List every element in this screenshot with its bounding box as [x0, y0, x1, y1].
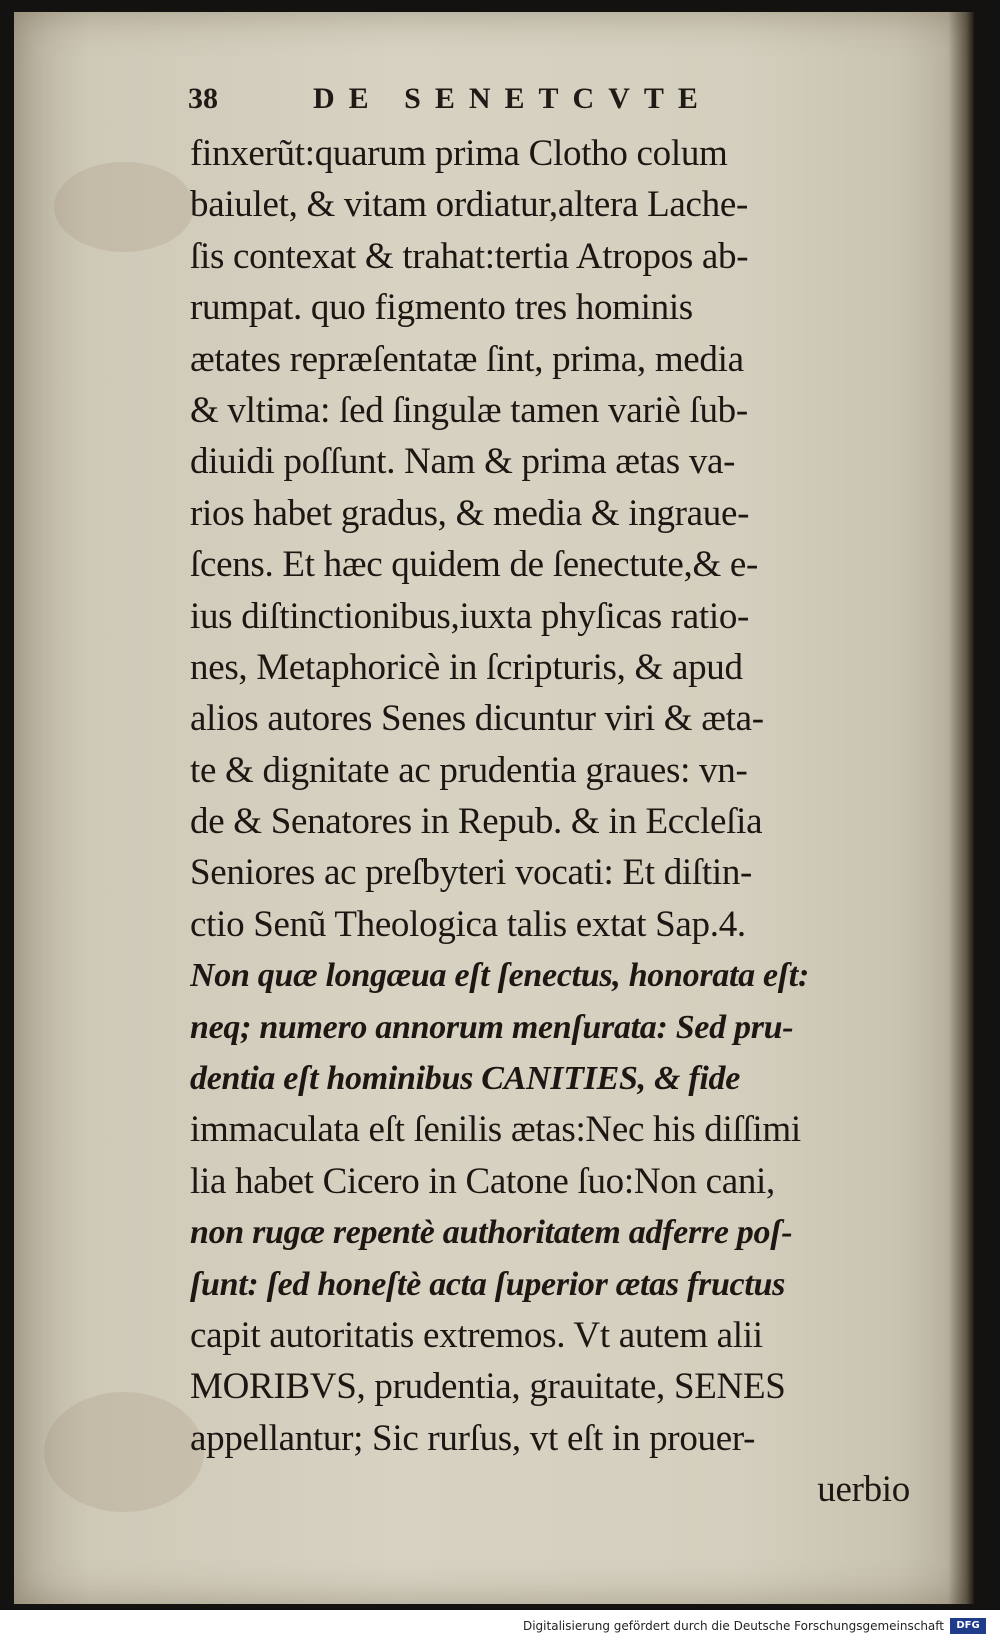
- text-line: nes, Metaphoricè in ſcripturis, & apud: [190, 646, 743, 688]
- text-line: uerbio: [817, 1469, 910, 1511]
- page-number: 38: [188, 82, 218, 115]
- text-line: ætates repræſentatæ ſint, prima, media: [190, 338, 744, 380]
- text-line: & vltima: ſed ſingulæ tamen variè ſub-: [190, 389, 748, 431]
- text-line: non rugæ repentè authoritatem adferre poſ-: [190, 1214, 793, 1252]
- text-line: Non quæ longæua eſt ſenectus, honorata eſt:: [190, 957, 809, 995]
- paper-stain: [54, 162, 194, 252]
- text-line: immaculata eſt ſenilis ætas:Nec his diſſimi: [190, 1109, 801, 1151]
- text-line: finxerũt:quarum prima Clotho colum: [190, 133, 728, 174]
- text-line: ſcens. Et hæc quidem de ſenectute,& e-: [190, 544, 759, 586]
- page-gutter-shadow: [948, 12, 974, 1604]
- text-line: Seniores ac preſbyteri vocati: Et diſtin-: [190, 852, 753, 894]
- text-line: ctio Senũ Theologica talis extat Sap.4.: [190, 903, 746, 945]
- footer-bar: [0, 1612, 1000, 1645]
- text-line: te & dignitate ac prudentia graues: vn-: [190, 749, 748, 791]
- paper-stain: [44, 1392, 204, 1512]
- text-line: baiulet, & vitam ordiatur,altera Lache-: [190, 184, 749, 226]
- text-line: rios habet gradus, & media & ingraue-: [190, 492, 750, 534]
- funding-credit: Digitalisierung gefördert durch die Deutsche Forschungsgemeinschaft: [522, 1619, 944, 1633]
- text-line: capit autoritatis extremos. Vt autem alii: [190, 1314, 763, 1356]
- text-line: ius diſtinctionibus,iuxta phyſicas ratio-: [190, 595, 750, 637]
- text-line: neq; numero annorum menſurata: Sed pru-: [190, 1008, 794, 1046]
- text-line: de & Senatores in Repub. & in Eccleſia: [190, 801, 763, 843]
- running-head: [188, 82, 888, 128]
- text-line: rumpat. quo figmento tres hominis: [190, 287, 693, 329]
- running-title: DE SENETCVTE: [313, 82, 712, 115]
- text-line: diuidi poſſunt. Nam & prima ætas va-: [190, 441, 736, 483]
- text-line: lia habet Cicero in Catone ſuo:Non cani,: [190, 1160, 775, 1202]
- text-line: dentia eſt hominibus CANITIES, & fide: [190, 1060, 740, 1098]
- text-line: ſunt: ſed honeſtè acta ſuperior ætas fructus: [190, 1265, 786, 1303]
- text-line: alios autores Senes dicuntur viri & æta-: [190, 698, 764, 740]
- text-line: ſis contexat & trahat:tertia Atropos ab-: [190, 235, 749, 277]
- dfg-logo-icon: DFG: [950, 1618, 986, 1634]
- text-line: appellantur; Sic rurſus, vt eſt in prouer-: [190, 1417, 756, 1459]
- text-line: MORIBVS, prudentia, grauitate, SENES: [190, 1366, 786, 1408]
- text-block: [190, 128, 928, 1516]
